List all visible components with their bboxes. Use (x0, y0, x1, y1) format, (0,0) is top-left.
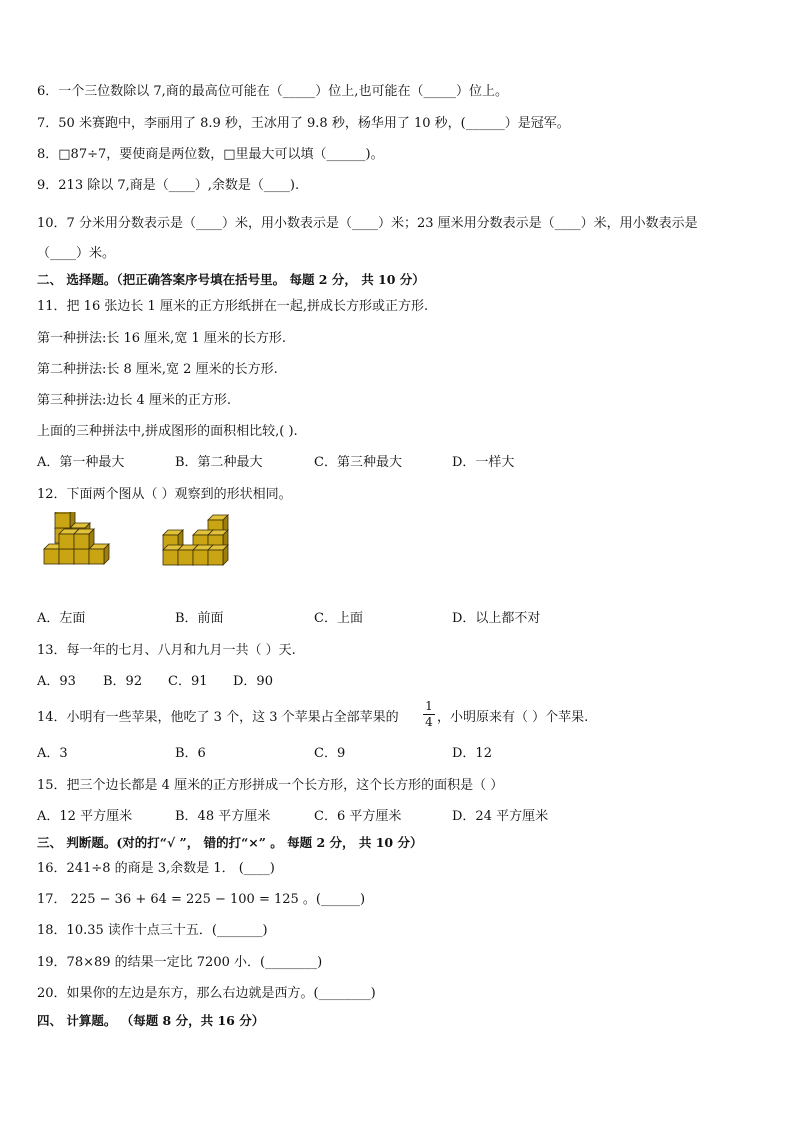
option-b: B．第二种最大 (175, 455, 263, 470)
fraction-numerator: 1 (425, 699, 433, 713)
question-14-text: 14．小明有一些苹果，他吃了 3 个，这 3 个苹果占全部苹果的 (37, 710, 399, 725)
question-9: 9．213 除以 7,商是（____）,余数是（____). (37, 178, 300, 193)
question-11-method-1: 第一种拼法:长 16 厘米,宽 1 厘米的长方形. (37, 331, 286, 346)
question-11-method-2: 第二种拼法:长 8 厘米,宽 2 厘米的长方形. (37, 362, 278, 377)
question-8: 8．□87÷7，要使商是两位数，□里最大可以填（______)。 (37, 147, 384, 162)
option-d: D．以上都不对 (452, 611, 541, 626)
option-a: A．第一种最大 (37, 455, 125, 470)
cube-figure-2 (163, 515, 228, 565)
cube-figure-1 (44, 512, 109, 564)
question-11: 11．把 16 张边长 1 厘米的正方形纸拼在一起,拼成长方形或正方形. (37, 299, 429, 314)
fraction-denominator: 4 (425, 715, 433, 729)
section-3-heading: 三、 判断题。(对的打“√ ”， 错的打“×” 。 每题 2 分， 共 10 分） (37, 835, 423, 850)
question-19: 19．78×89 的结果一定比 7200 小．(________) (37, 955, 323, 970)
question-20: 20．如果你的左边是东方，那么右边就是西方。(________) (37, 986, 376, 1001)
question-17: 17． 225 − 36 + 64 = 225 − 100 = 125 。(______) (37, 892, 366, 907)
option-a: A．左面 (37, 611, 86, 626)
fraction-one-quarter (423, 700, 435, 729)
option-d: D．一样大 (452, 455, 515, 470)
cube (208, 545, 228, 565)
question-12: 12．下面两个图从（ ）观察到的形状相同。 (37, 487, 292, 502)
option-c: C．6 平方厘米 (314, 809, 402, 824)
option-c: C．91 (168, 674, 208, 689)
option-d: D．24 平方厘米 (452, 809, 549, 824)
cube (89, 544, 109, 564)
option-b: B．48 平方厘米 (175, 809, 271, 824)
option-d: D．90 (233, 674, 273, 689)
section-2-heading: 二、 选择题。（把正确答案序号填在括号里。 每题 2 分， 共 10 分） (37, 272, 425, 287)
question-14-text-end: ，小明原来有（ ）个苹果. (437, 710, 589, 725)
option-b: B．6 (175, 746, 206, 761)
section-4-heading: 四、 计算题。 （每题 8 分，共 16 分） (37, 1013, 265, 1028)
option-b: B．92 (103, 674, 143, 689)
question-11-method-3: 第三种拼法:边长 4 厘米的正方形. (37, 393, 232, 408)
option-c: C．上面 (314, 611, 363, 626)
question-10-line2: （____）米。 (37, 246, 116, 261)
question-6: 6．一个三位数除以 7,商的最高位可能在（_____）位上,也可能在（_____）位上。 (37, 84, 508, 99)
option-c: C．9 (314, 746, 346, 761)
question-15: 15．把三个边长都是 4 厘米的正方形拼成一个长方形，这个长方形的面积是（ ） (37, 778, 504, 793)
question-11-prompt: 上面的三种拼法中,拼成图形的面积相比较,( ). (37, 424, 298, 439)
option-a: A．12 平方厘米 (37, 809, 133, 824)
option-c: C．第三种最大 (314, 455, 402, 470)
option-a: A．3 (37, 746, 68, 761)
question-18: 18．10.35 读作十点三十五．(_______) (37, 923, 268, 938)
option-b: B．前面 (175, 611, 224, 626)
question-13: 13．每一年的七月、八月和九月一共（ ）天. (37, 643, 296, 658)
cube (74, 529, 94, 549)
question-16: 16．241÷8 的商是 3,余数是 1． (____) (37, 861, 275, 876)
question-10-line1: 10．7 分米用分数表示是（____）米，用小数表示是（____）米；23 厘米用分数表示是（____）米，用小数表示是 (37, 216, 698, 231)
cube (55, 512, 75, 528)
cube-figures (38, 512, 238, 572)
option-d: D．12 (452, 746, 492, 761)
question-7: 7．50 米赛跑中，李丽用了 8.9 秒，王冰用了 9.8 秒，杨华用了 10 秒，(______）是冠军。 (37, 116, 570, 131)
option-a: A．93 (37, 674, 76, 689)
